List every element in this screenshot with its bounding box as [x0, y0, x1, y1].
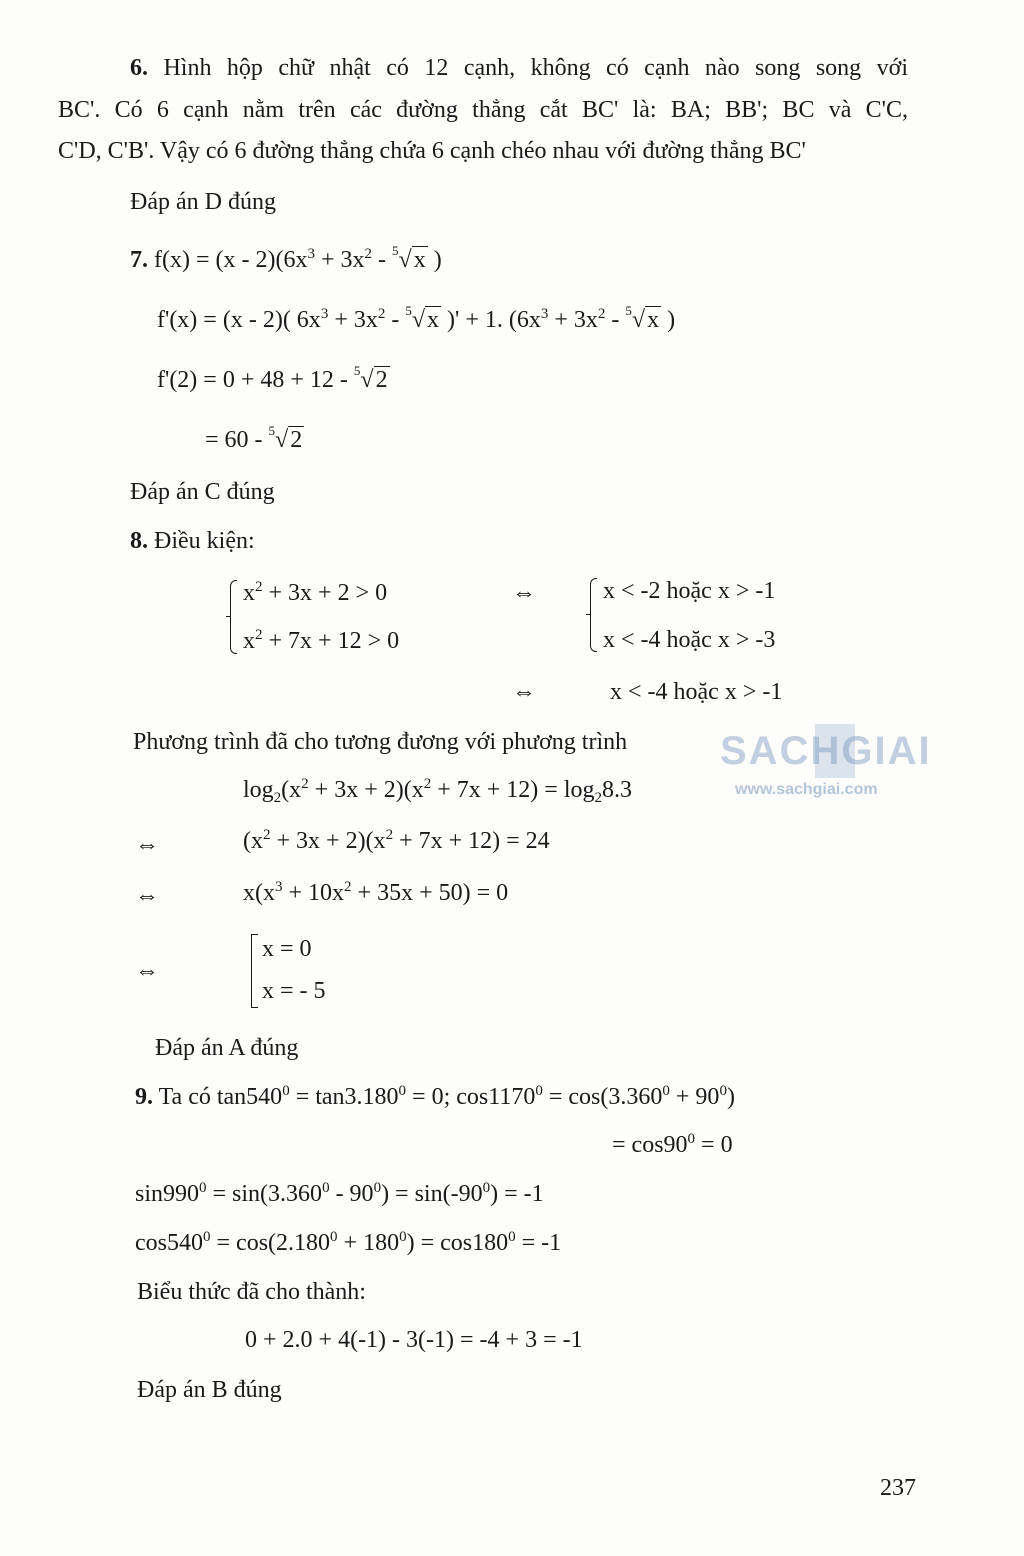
problem-9-text [137, 1277, 366, 1307]
superscript: 3 [540, 306, 549, 322]
text-segment: ⇔ [512, 679, 536, 705]
text-segment: = 0; cos1170 [406, 1084, 536, 1110]
system-1-eq-2 [243, 626, 399, 656]
problem-9-expression [245, 1325, 583, 1355]
superscript: 2 [423, 776, 432, 792]
problem-number: 8. [130, 528, 148, 554]
radical-icon: √ [411, 307, 426, 333]
superscript: 0 [203, 1229, 211, 1245]
radical-icon: √ [631, 307, 646, 333]
fifth-root [625, 305, 661, 335]
superscript: 0 [398, 1083, 407, 1099]
text-segment: x(x [243, 880, 275, 906]
superscript: 0 [687, 1131, 696, 1147]
answer-9 [137, 1375, 282, 1405]
superscript: 2 [364, 246, 373, 262]
fifth-root [392, 245, 428, 275]
problem-7-value [157, 365, 390, 395]
superscript: 0 [322, 1180, 330, 1196]
superscript: 2 [377, 306, 386, 322]
watermark-url: www.sachgiai.com [735, 781, 878, 798]
subscript: 2 [273, 790, 282, 806]
equivalence-arrow [135, 830, 159, 860]
solution-bracket [251, 934, 258, 1008]
problem-6-line-1 [130, 53, 908, 83]
root-index: 5 [392, 243, 399, 258]
problem-9-line-1 [135, 1082, 735, 1112]
fifth-root [269, 425, 305, 455]
text-segment: + 7x + 12) = 24 [393, 828, 550, 854]
text-segment: ⇔ [135, 832, 159, 858]
text-segment: sin990 [135, 1181, 200, 1207]
superscript: 0 [535, 1083, 543, 1099]
radical-icon: √ [275, 427, 289, 453]
superscript: 2 [255, 627, 263, 643]
text-segment: ⇔ [135, 958, 159, 984]
problem-9-sin [135, 1179, 544, 1209]
text-segment: x = - 5 [262, 978, 326, 1004]
watermark-brand: SACHGIAI [720, 729, 932, 773]
text-segment: + 35x + 50) = 0 [351, 880, 509, 906]
text-segment: - [372, 247, 393, 273]
solution-2 [262, 976, 326, 1006]
text-segment: Hình hộp chữ nhật có 12 cạnh, không có cạnh nào song song với [148, 55, 908, 81]
text-segment: cos540 [135, 1230, 203, 1256]
text-segment: - [605, 307, 626, 333]
problem-8-text [133, 727, 627, 757]
superscript: 3 [307, 246, 315, 262]
problem-9-cos [135, 1228, 561, 1258]
text-segment: + 180 [337, 1230, 400, 1256]
text-segment: = cos(3.360 [542, 1084, 663, 1110]
superscript: 0 [373, 1180, 382, 1196]
text-segment: - [385, 307, 406, 333]
text-segment: + 7x + 12 > 0 [262, 628, 400, 654]
equivalence-arrow [135, 881, 159, 911]
superscript: 2 [263, 827, 271, 843]
text-segment: + 3x + 2 > 0 [262, 580, 388, 606]
condition-result [610, 677, 782, 707]
root-index: 5 [625, 303, 632, 318]
superscript: 0 [508, 1229, 516, 1245]
superscript: 0 [330, 1229, 338, 1245]
text-segment: ) [661, 307, 676, 333]
text-segment: 8.3 [602, 777, 632, 803]
radicand: x [427, 307, 440, 333]
text-segment: ) [427, 247, 442, 273]
text-segment: + 3x [314, 247, 365, 273]
problem-6-line-3 [58, 136, 806, 166]
radicand: 2 [290, 427, 303, 453]
fifth-root [354, 365, 390, 395]
text-segment: (x [281, 777, 302, 803]
text-segment: Ta có tan540 [153, 1084, 283, 1110]
text-segment: x = 0 [262, 936, 312, 962]
text-segment: C'D, C'B'. Vậy có 6 đường thẳng chứa 6 cạnh chéo nhau với đường thẳng BC' [58, 138, 806, 164]
fifth-root [405, 305, 441, 335]
superscript: 0 [719, 1083, 727, 1099]
text-segment: ) = sin(-90 [381, 1181, 483, 1207]
text-segment: = cos(2.180 [210, 1230, 331, 1256]
text-segment: ) = cos180 [406, 1230, 509, 1256]
text-segment: x [243, 628, 255, 654]
system-2-eq-2 [603, 625, 775, 655]
text-segment: BC'. Có 6 cạnh nằm trên các đường thẳng cắt BC' là: BA; BB'; BC và C'C, [58, 97, 908, 123]
solution-1 [262, 934, 312, 964]
text-segment: = 0 [695, 1132, 733, 1158]
page-number: 237 [880, 1475, 916, 1501]
text-segment: + 3x [548, 307, 598, 333]
text-segment: Biểu thức đã cho thành: [137, 1279, 366, 1305]
text-segment: (x [243, 828, 263, 854]
text-segment: = -1 [515, 1230, 562, 1256]
problem-8-step-1 [243, 826, 550, 856]
text-segment: = cos90 [612, 1132, 688, 1158]
left-brace-1 [226, 580, 236, 654]
superscript: 3 [275, 879, 283, 895]
text-segment: log [243, 777, 274, 803]
superscript: 2 [385, 827, 394, 843]
text-segment: ) = -1 [490, 1181, 544, 1207]
text-segment: Phương trình đã cho tương đương với phương trình [133, 729, 628, 755]
text-segment: + 3x + 2)(x [308, 777, 424, 803]
text-segment: f(x) = (x - 2)(6x [148, 247, 308, 273]
superscript: 0 [399, 1229, 407, 1245]
superscript: 2 [344, 879, 352, 895]
radicand: x [413, 247, 426, 273]
superscript: 0 [482, 1180, 491, 1196]
radicand: 2 [375, 367, 388, 393]
system-1-eq-1 [243, 578, 387, 608]
text-segment: Đáp án D đúng [130, 189, 276, 215]
problem-6-line-2 [58, 95, 908, 125]
subscript: 2 [594, 790, 602, 806]
text-segment: = tan3.180 [289, 1084, 399, 1110]
text-segment: + 7x + 12) = log [431, 777, 595, 803]
radicand: x [647, 307, 660, 333]
text-segment: f'(x) = (x - 2)( 6x [157, 307, 321, 333]
superscript: 2 [301, 776, 309, 792]
text-segment: x < -4 hoặc x > -1 [610, 679, 783, 705]
text-segment: Điều kiện: [148, 528, 255, 554]
root-index: 5 [353, 363, 361, 378]
problem-number: 7. [130, 247, 148, 273]
text-segment: x < -2 hoặc x > -1 [603, 578, 776, 604]
superscript: 2 [597, 306, 606, 322]
text-segment: + 3x [328, 307, 378, 333]
text-segment: = 60 - [205, 427, 269, 453]
text-segment: Đáp án C đúng [130, 479, 275, 505]
problem-8-step-2 [243, 878, 508, 908]
superscript: 0 [282, 1083, 290, 1099]
text-segment: Đáp án B đúng [137, 1377, 282, 1403]
text-segment: x < -4 hoặc x > -3 [603, 627, 776, 653]
problem-8-log-equation [243, 775, 632, 805]
system-2-eq-1 [603, 576, 775, 606]
answer-8 [155, 1033, 298, 1063]
text-segment: )' + 1. (6x [441, 307, 541, 333]
equivalence-arrow [135, 956, 159, 986]
text-segment: Đáp án A đúng [155, 1035, 299, 1061]
answer-7 [130, 477, 275, 507]
problem-number: 6. [130, 55, 148, 81]
text-segment: ⇔ [512, 580, 536, 606]
problem-number: 9. [135, 1084, 153, 1110]
root-index: 5 [268, 423, 276, 438]
answer-6 [130, 187, 276, 217]
equivalence-arrow [512, 578, 536, 608]
text-segment: + 90 [669, 1084, 720, 1110]
radical-icon: √ [398, 247, 412, 273]
problem-7-derivative [157, 305, 675, 335]
superscript: 3 [320, 306, 329, 322]
problem-8-heading [130, 526, 255, 556]
superscript: 2 [255, 579, 263, 595]
text-segment: + 3x + 2)(x [270, 828, 386, 854]
text-segment: f'(2) = 0 + 48 + 12 - [157, 367, 354, 393]
text-segment: + 10x [282, 880, 345, 906]
text-segment: ) [726, 1084, 735, 1110]
text-segment: = sin(3.360 [206, 1181, 323, 1207]
text-segment: ⇔ [135, 883, 159, 909]
superscript: 0 [662, 1083, 670, 1099]
left-brace-2 [586, 578, 596, 652]
text-segment: 0 + 2.0 + 4(-1) - 3(-1) = -4 + 3 = -1 [245, 1327, 583, 1353]
text-segment: x [243, 580, 255, 606]
problem-7-result [205, 425, 304, 455]
equivalence-arrow [512, 677, 536, 707]
problem-7-function [130, 245, 442, 275]
superscript: 0 [199, 1180, 207, 1196]
problem-9-line-2 [612, 1130, 733, 1160]
root-index: 5 [405, 303, 412, 318]
radical-icon: √ [360, 367, 374, 393]
text-segment: - 90 [329, 1181, 374, 1207]
